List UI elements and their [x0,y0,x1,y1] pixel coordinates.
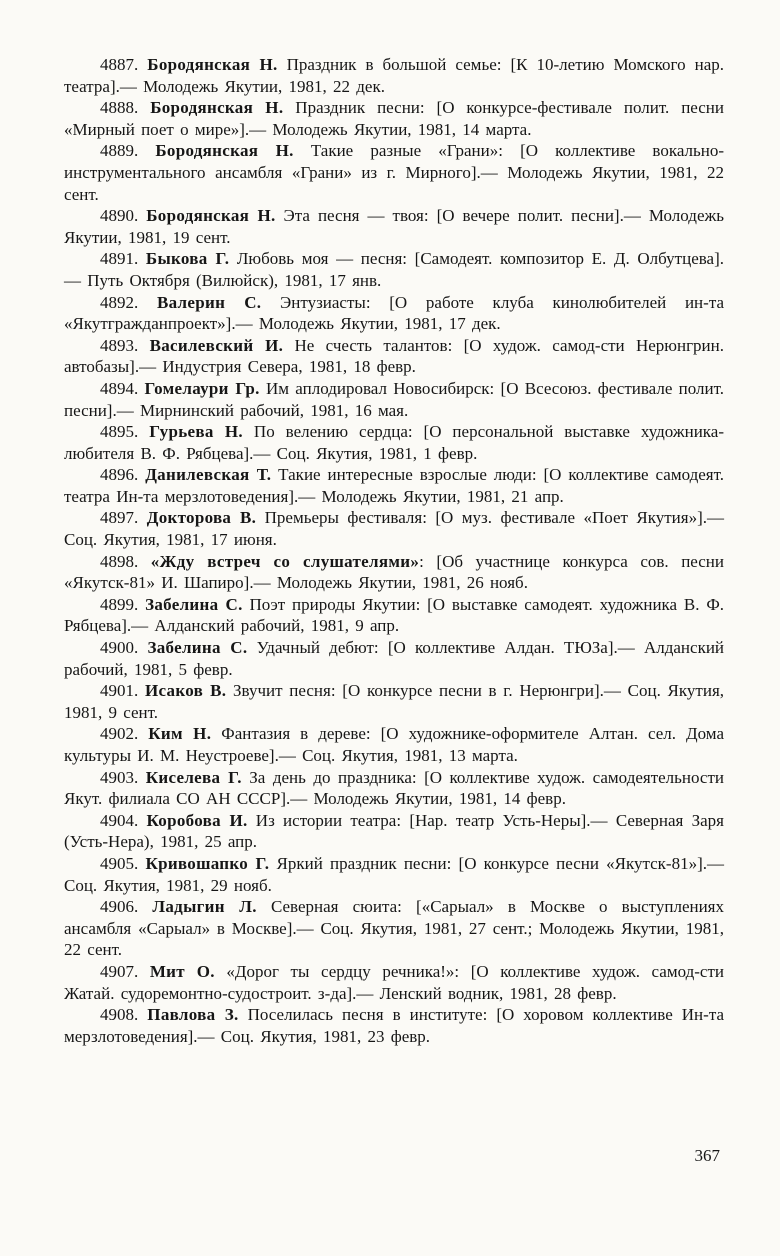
entry-text: Не счесть талантов: [О худож. самод-сти Нерюнгрин. автобазы].— Индустрия Севера, 1981, 18 февр. [64,335,724,377]
entry-number: 4899. [100,594,139,614]
bibliography-entry [64,248,724,291]
bibliography-entry [64,421,724,464]
entry-number: 4890. [100,206,139,226]
entry-text: «Дорог ты сердцу речника!»: [О коллективе худож. самод-сти Жатай. судоремонтно-судостроит. з-да].— Ленский водник, 1981, 28 февр. [64,961,724,1003]
bibliography-entry [64,205,724,248]
bibliography-entry [64,551,724,594]
entry-number: 4891. [100,249,139,269]
entry-number: 4898. [100,551,139,571]
entry-number: 4888. [100,98,139,118]
entry-number: 4903. [100,767,139,787]
bibliography-entry [64,961,724,1004]
entry-list [64,54,724,1047]
entry-number: 4887. [100,55,139,74]
entry-text: : [Об участнице конкурса сов. песни «Якутск-81» И. Шапиро].— Молодежь Якутии, 1981, 26 нояб. [64,551,724,593]
entry-text: Фантазия в дереве: [О художнике-оформителе Алтан. сел. Дома культуры И. М. Неустроеве].— Соц. Якутия, 1981, 13 марта. [64,724,724,765]
entry-number: 4895. [100,422,139,442]
entry-number: 4897. [100,508,139,528]
entry-author: Павлова З. [147,1005,239,1025]
bibliography-entry [64,140,724,205]
bibliography-entry [64,335,724,378]
bibliography-entry [64,680,724,723]
bibliography-entry [64,810,724,853]
entry-number: 4900. [100,638,139,658]
entry-text: Премьеры фестиваля: [О муз. фестивале «Поет Якутия»].— Соц. Якутия, 1981, 17 июня. [64,508,724,550]
entry-author: Докторова В. [146,508,257,528]
entry-text: Праздник в большой семье: [К 10-летию Момского нар. театра].— Молодежь Якутии, 1981, 22 дек. [64,55,725,96]
bibliography-entry [64,853,724,896]
bibliography-entry [64,507,724,550]
entry-text: Яркий праздник песни: [О конкурсе песни «Якутск-81»].— Соц. Якутия, 1981, 29 нояб. [64,853,725,895]
entry-number: 4893. [100,335,139,355]
entry-text: Такие интересные взрослые люди: [О коллективе самодеят. театра Ин-та мерзлотоведения].— Молодежь Якутии, 1981, 21 апр. [64,465,725,506]
entry-number: 4907. [100,961,139,981]
entry-text: Энтузиасты: [О работе клуба кинолюбителей ин-та «Якутгражданпроект»].— Молодежь Якутии, 1981, 17 дек. [64,292,724,334]
bibliography-entry [64,464,724,507]
bibliography-entry [64,1004,724,1047]
entry-author: Бородянская Н. [147,55,278,74]
entry-text: Праздник песни: [О конкурсе-фестивале полит. песни «Мирный поет о мире»].— Молодежь Якутии, 1981, 14 марта. [64,98,724,139]
entry-author: Гурьева Н. [149,422,243,442]
entry-text: За день до праздника: [О коллективе худож. самодеятельности Якут. филиала СО АН СССР].— Молодежь Якутии, 1981, 14 февр. [64,767,725,809]
entry-text: Эта песня — твоя: [О вечере полит. песни].— Молодежь Якутии, 1981, 19 сент. [64,206,724,247]
entry-number: 4892. [100,292,139,312]
entry-author: Коробова И. [146,810,248,830]
entry-author: Киселева Г. [145,767,242,787]
entry-number: 4904. [100,810,139,830]
entry-text: Им аплодировал Новосибирск: [О Всесоюз. фестивале полит. песни].— Мирнинский рабочий, 1981, 16 мая. [64,378,725,420]
entry-author: Бородянская Н. [146,206,276,226]
entry-text: Такие разные «Грани»: [О коллективе вокально-инструментального ансамбля «Грани» из г. Мирного].— Молодежь Якутии, 1981, 22 сент. [64,141,725,204]
entry-author: Ладыгин Л. [152,897,257,917]
entry-author: Василевский И. [149,335,284,355]
bibliography-entry [64,637,724,680]
entry-author: Быкова Г. [145,249,230,269]
entry-text: Удачный дебют: [О коллективе Алдан. ТЮЗа].— Алданский рабочий, 1981, 5 февр. [64,638,725,679]
bibliography-entry [64,896,724,961]
bibliography-entry [64,97,724,140]
entry-number: 4905. [100,853,139,873]
bibliography-entry [64,767,724,810]
bibliography-entry [64,723,724,766]
entry-text: По велению сердца: [О персональной выставке художника-любителя В. Ф. Рябцева].— Соц. Якутия, 1981, 1 февр. [64,422,724,463]
entry-author: Данилевская Т. [145,465,272,485]
entry-text: Поэт природы Якутии: [О выставке самодеят. художника В. Ф. Рябцева].— Алданский рабочий, 1981, 9 апр. [64,594,725,636]
bibliography-entry [64,292,724,335]
entry-number: 4901. [100,681,139,701]
entry-author: Валерин С. [156,292,262,312]
entry-author: Кривошапко Г. [145,853,270,873]
entry-number: 4889. [100,141,139,161]
entry-number: 4908. [100,1005,139,1025]
entry-author: Ким Н. [148,724,212,744]
page-number: 367 [694,1146,720,1165]
bibliography-entry [64,378,724,421]
entry-text: Северная сюита: [«Сарыал» в Москве о выступлениях ансамбля «Сарыал» в Москве].— Соц. Якутия, 1981, 27 сент.; Молодежь Якутии, 1981, 22 сент. [64,897,725,960]
entry-number: 4896. [100,465,139,485]
entry-number: 4906. [100,897,139,917]
entry-text: Поселилась песня в институте: [О хоровом коллективе Ин-та мерзлотоведения].— Соц. Якутия, 1981, 23 февр. [64,1005,724,1046]
entry-author: Бородянская Н. [150,98,284,118]
entry-author: «Жду встреч со слушателями» [150,551,420,571]
entry-text: Звучит песня: [О конкурсе песни в г. Нерюнгри].— Соц. Якутия, 1981, 9 сент. [64,681,725,722]
entry-text: Из истории театра: [Нар. театр Усть-Неры].— Северная Заря (Усть-Нера), 1981, 25 апр. [64,810,724,852]
entry-author: Бородянская Н. [155,141,294,161]
entry-number: 4894. [100,378,139,398]
entry-author: Забелина С. [147,638,248,658]
bibliography-entry [64,54,724,97]
entry-number: 4902. [100,724,139,744]
entry-text: Любовь моя — песня: [Самодеят. композитор Е. Д. Олбутцева].— Путь Октября (Вилюйск), 1981, 17 янв. [64,249,724,290]
entry-author: Забелина С. [145,594,243,614]
entry-author: Гомелаури Гр. [144,378,260,398]
bibliography-entry [64,594,724,637]
entry-author: Исаков В. [144,681,227,701]
entry-author: Мит О. [149,961,215,981]
